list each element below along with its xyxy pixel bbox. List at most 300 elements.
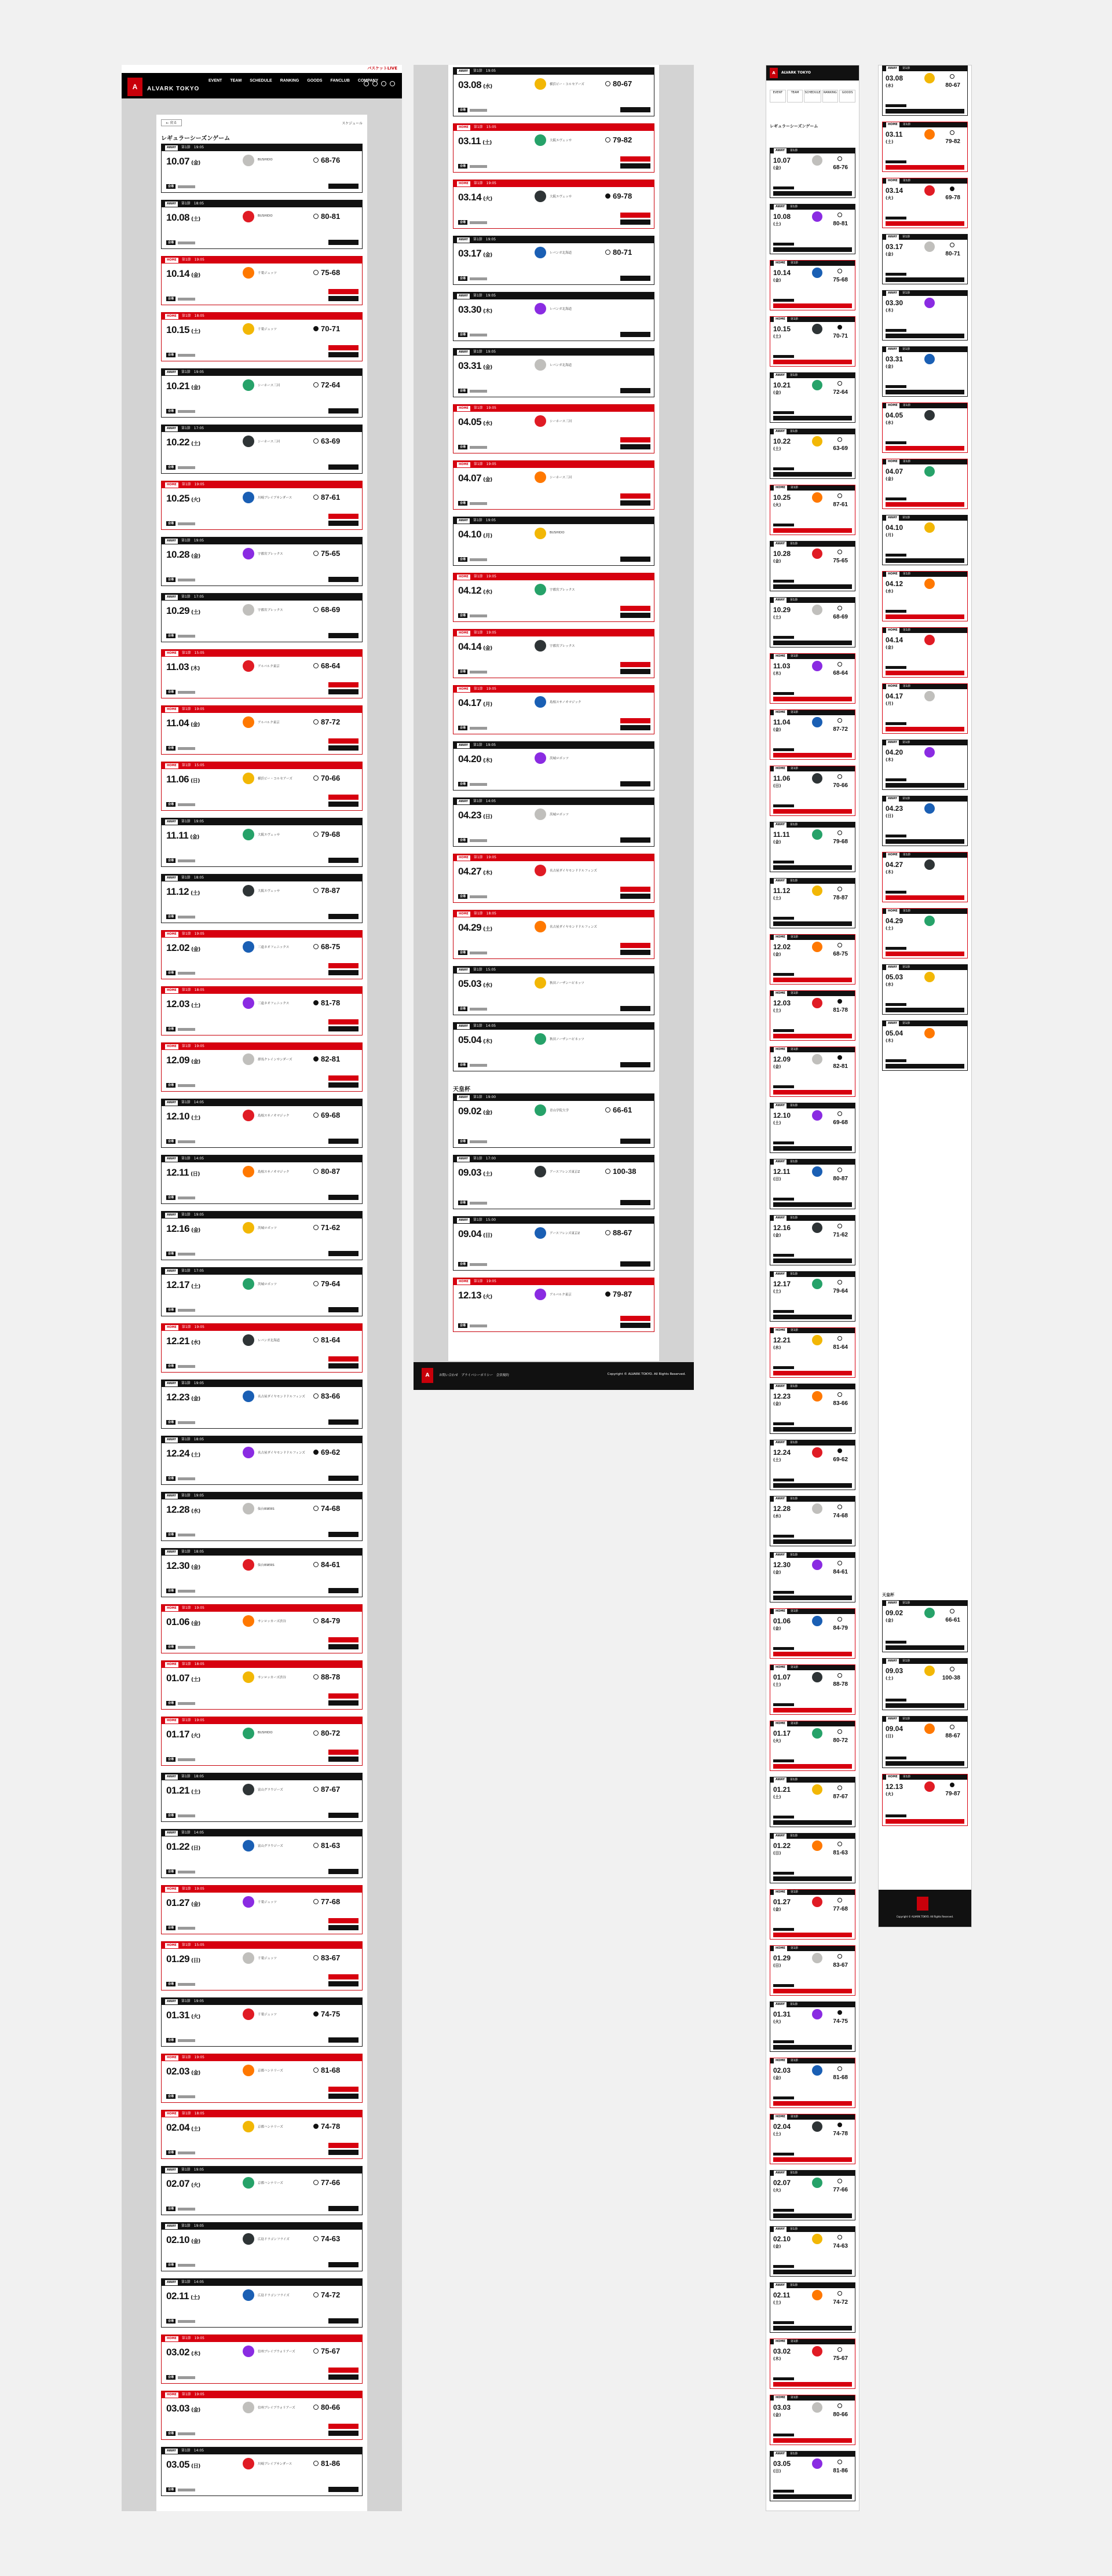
mobile-detail-button[interactable] (773, 1258, 852, 1263)
mobile-detail-button[interactable] (886, 671, 964, 675)
mobile-round-band (770, 1384, 855, 1389)
opponent-logo-icon (535, 303, 546, 314)
nav-item-team[interactable]: TEAM (230, 79, 242, 83)
mobile-game-date (773, 1168, 790, 1182)
nav-item-schedule[interactable]: SCHEDULE (250, 79, 272, 83)
mobile-footer-logo[interactable] (917, 1897, 928, 1911)
game-detail-button[interactable] (328, 633, 359, 638)
game-score: 79-64 (321, 1279, 341, 1288)
game-detail-button[interactable] (328, 1026, 359, 1031)
line-icon[interactable] (390, 81, 395, 86)
brand-name[interactable]: ALVARK TOKYO (147, 86, 200, 92)
mobile-detail-button[interactable] (773, 1876, 852, 1881)
footer-links[interactable]: お問い合わせ プライバシーポリシー 会員規約 (439, 1374, 509, 1377)
game-detail-button[interactable] (328, 352, 359, 357)
game-detail-button[interactable] (328, 2431, 359, 2436)
game-detail-button[interactable] (620, 1261, 650, 1267)
mobile-brand[interactable]: ALVARK TOKYO (781, 71, 811, 75)
round-label: 第1節 (181, 426, 191, 430)
mobile-detail-button[interactable] (886, 221, 964, 226)
mobile-tab-schedule[interactable]: SCHEDULE (804, 90, 821, 103)
tipoff-time: 18:05 (193, 202, 204, 206)
home-away-tag: AWAY (165, 819, 178, 825)
mobile-game-score: 100-38 (942, 1675, 960, 1681)
round-label: 第1節 (473, 294, 482, 298)
mobile-detail-button[interactable] (886, 614, 964, 619)
game-card (453, 966, 654, 1015)
nav-item-fanclub[interactable]: FANCLUB (330, 79, 350, 83)
game-detail-button[interactable] (328, 2206, 359, 2211)
game-card (453, 67, 654, 116)
game-detail-button[interactable] (328, 296, 359, 301)
game-detail-button[interactable] (328, 2487, 359, 2492)
mobile-detail-button[interactable] (773, 1933, 852, 1937)
mobile-detail-button[interactable] (773, 1090, 852, 1095)
mobile-date-value: 12.03 (773, 999, 791, 1007)
game-result (313, 1616, 340, 1625)
mobile-game-score: 84-79 (833, 1625, 848, 1631)
mobile-detail-button[interactable] (886, 165, 964, 170)
mobile-detail-button[interactable] (773, 2494, 852, 2499)
game-day-of-week: (火) (191, 2014, 200, 2020)
mobile-game-score: 79-68 (833, 839, 848, 845)
ticket-button[interactable] (620, 718, 650, 723)
mobile-game-score: 88-78 (833, 1681, 848, 1688)
game-detail-button[interactable] (328, 240, 359, 245)
ticket-button[interactable] (328, 1918, 359, 1923)
mobile-detail-button[interactable] (773, 2438, 852, 2443)
mobile-game-score: 75-68 (833, 277, 848, 283)
mobile-dow: (水) (886, 83, 894, 88)
venue-tag: 会場 (458, 332, 467, 337)
game-venue (166, 971, 195, 975)
mobile-detail-button[interactable] (886, 1761, 964, 1766)
ticket-button[interactable] (620, 943, 650, 948)
round-label: 第1節 (181, 370, 191, 374)
game-detail-button[interactable] (328, 689, 359, 694)
mobile-home-away-tag: AWAY (774, 1496, 787, 1502)
round-label: 第1節 (473, 575, 483, 579)
game-detail-button[interactable] (328, 1981, 359, 1986)
mobile-detail-button[interactable] (773, 1483, 852, 1488)
mobile-detail-button[interactable] (773, 416, 852, 420)
ticket-button[interactable] (328, 1019, 359, 1024)
ticket-button[interactable] (328, 1075, 359, 1081)
mobile-opponent-logo-icon (812, 1897, 822, 1907)
game-venue (458, 726, 487, 730)
ticket-button[interactable] (328, 795, 359, 800)
mobile-game-card (770, 2058, 855, 2108)
game-detail-button[interactable] (620, 1062, 650, 1067)
mobile-detail-button[interactable] (886, 1645, 964, 1650)
mobile-detail-button[interactable] (773, 978, 852, 982)
ticket-button[interactable] (328, 345, 359, 350)
nav-item-event[interactable]: EVENT (209, 79, 222, 83)
mobile-detail-button[interactable] (773, 865, 852, 870)
result-circle-icon (605, 250, 610, 255)
mobile-game-date (773, 2347, 791, 2362)
mobile-detail-button[interactable] (886, 277, 964, 282)
ticket-button[interactable] (328, 1356, 359, 1362)
mobile-result-circle-icon (837, 381, 842, 386)
round-label: 第1節 (473, 687, 483, 691)
mobile-game-score: 74-72 (833, 2299, 848, 2306)
game-detail-button[interactable] (328, 464, 359, 470)
game-day-of-week: (金) (191, 1396, 200, 1402)
mobile-home-away-tag: AWAY (886, 66, 899, 71)
ticket-button[interactable] (620, 493, 650, 499)
mobile-game-card (770, 2226, 855, 2277)
mobile-detail-button[interactable] (773, 1146, 852, 1151)
mobile-detail-button[interactable] (773, 191, 852, 196)
game-detail-button[interactable] (620, 1139, 650, 1144)
mobile-date-value: 04.14 (886, 636, 904, 644)
game-venue (166, 521, 195, 526)
venue-tag: 会場 (166, 746, 175, 751)
mobile-detail-button[interactable] (886, 1703, 964, 1708)
ticket-button[interactable] (328, 2424, 359, 2429)
mobile-game-date (773, 1729, 791, 1744)
mobile-detail-button[interactable] (773, 1539, 852, 1544)
ticket-button[interactable] (620, 156, 650, 162)
game-detail-button[interactable] (328, 2094, 359, 2099)
ticket-button[interactable] (328, 2368, 359, 2373)
mobile-tab-ranking[interactable]: RANKING (822, 90, 839, 103)
tipoff-time: 15:05 (486, 125, 496, 129)
mobile-dow: (木) (886, 1038, 894, 1043)
round-label: 第1節 (473, 855, 483, 859)
mobile-detail-button[interactable] (773, 2213, 852, 2218)
game-detail-button[interactable] (328, 1757, 359, 1762)
game-detail-button[interactable] (620, 557, 650, 562)
mobile-detail-button[interactable] (773, 1764, 852, 1769)
game-score: 83-67 (321, 1953, 341, 1962)
mobile-detail-button[interactable] (773, 1034, 852, 1038)
mobile-detail-button[interactable] (773, 1315, 852, 1319)
game-detail-button[interactable] (328, 1363, 359, 1368)
game-detail-button[interactable] (328, 1082, 359, 1088)
mobile-game-score: 63-69 (833, 445, 848, 452)
game-detail-button[interactable] (328, 521, 359, 526)
nav-item-goods[interactable]: GOODS (307, 79, 323, 83)
mobile-detail-button[interactable] (773, 2326, 852, 2330)
mobile-detail-button[interactable] (773, 921, 852, 926)
game-detail-button[interactable] (328, 1476, 359, 1481)
game-detail-button[interactable] (620, 1323, 650, 1328)
game-detail-button[interactable] (620, 837, 650, 843)
ticket-button[interactable] (620, 662, 650, 667)
mobile-detail-button[interactable] (886, 558, 964, 563)
mobile-detail-button[interactable] (773, 809, 852, 814)
game-detail-button[interactable] (328, 914, 359, 919)
mobile-detail-button[interactable] (886, 727, 964, 731)
game-detail-button[interactable] (328, 1139, 359, 1144)
schedule-link[interactable]: スケジュール (342, 122, 363, 126)
game-detail-button[interactable] (328, 2150, 359, 2155)
mobile-detail-button[interactable] (773, 584, 852, 589)
ticket-button[interactable] (620, 1316, 650, 1321)
mobile-result-circle-icon (837, 830, 842, 835)
game-detail-button[interactable] (620, 219, 650, 225)
mobile-venue-bar (773, 2321, 794, 2324)
game-day-of-week: (金) (191, 554, 200, 559)
opponent-name: 川崎ブレイブサンダース (258, 2462, 292, 2466)
mobile-round-band (770, 654, 855, 659)
mobile-detail-button[interactable] (773, 1989, 852, 1993)
game-detail-button[interactable] (620, 1200, 650, 1205)
game-detail-button[interactable] (620, 500, 650, 506)
mobile-detail-button[interactable] (886, 839, 964, 844)
game-detail-button[interactable] (328, 2262, 359, 2267)
result-circle-icon (313, 214, 319, 219)
mobile-header (766, 65, 859, 80)
ticket-button[interactable] (328, 1974, 359, 1979)
game-date-value: 02.07 (166, 2178, 190, 2189)
game-detail-button[interactable] (328, 1251, 359, 1256)
mobile-team-logo[interactable]: A (770, 68, 778, 78)
game-round-band (162, 2167, 362, 2174)
mobile-detail-button[interactable] (773, 753, 852, 758)
game-detail-button[interactable] (328, 2037, 359, 2043)
mobile-detail-button[interactable] (886, 1819, 964, 1824)
mobile-detail-button[interactable] (886, 1064, 964, 1069)
opponent-name: アルバルク東京 (258, 721, 280, 724)
game-detail-button[interactable] (328, 858, 359, 863)
game-score: 69-68 (321, 1111, 341, 1119)
ticket-button[interactable] (328, 682, 359, 687)
mobile-home-away-tag: AWAY (886, 291, 899, 296)
mobile-detail-button[interactable] (773, 360, 852, 364)
mobile-detail-button[interactable] (773, 472, 852, 477)
mobile-detail-button[interactable] (773, 2382, 852, 2387)
game-detail-button[interactable] (328, 802, 359, 807)
team-logo[interactable]: A (127, 78, 142, 96)
game-detail-button[interactable] (620, 894, 650, 899)
game-detail-button[interactable] (328, 2318, 359, 2323)
game-detail-button[interactable] (620, 950, 650, 955)
footer-logo[interactable]: A (422, 1368, 433, 1383)
opponent-name: 秋田ノーザンハピネッツ (550, 1038, 584, 1041)
mobile-tab-goods[interactable]: GOODS (839, 90, 855, 103)
game-detail-button[interactable] (328, 1307, 359, 1312)
game-score: 78-87 (321, 886, 341, 895)
ticket-button[interactable] (620, 437, 650, 442)
mobile-dow: (水) (886, 982, 894, 987)
ticket-button[interactable] (328, 289, 359, 294)
game-day-of-week: (木) (483, 758, 492, 764)
venue-name-bar (470, 727, 487, 730)
game-detail-button[interactable] (328, 408, 359, 414)
game-detail-button[interactable] (328, 745, 359, 751)
opponent-name: BUSHIDO (258, 1731, 273, 1735)
mobile-detail-button[interactable] (773, 2101, 852, 2106)
mobile-dow: (土) (773, 1795, 781, 1799)
game-score: 84-61 (321, 1560, 341, 1569)
mobile-venue-bar (773, 411, 794, 414)
game-day-of-week: (木) (483, 309, 492, 314)
game-result (313, 1279, 340, 1288)
mobile-game-card (770, 766, 855, 816)
opponent-logo-icon (243, 436, 254, 447)
ticket-button[interactable] (328, 514, 359, 519)
mobile-detail-button[interactable] (886, 390, 964, 394)
mobile-home-away-tag: HOME (774, 485, 787, 491)
home-away-tag: AWAY (165, 1494, 178, 1499)
desktop-page-1 (122, 65, 402, 2511)
mobile-home-away-tag: HOME (774, 991, 787, 996)
mobile-detail-button[interactable] (886, 1008, 964, 1012)
game-round-band (162, 1492, 362, 1499)
mobile-round-band (770, 2227, 855, 2232)
mobile-dow: (日) (886, 1734, 894, 1739)
x-icon[interactable] (364, 81, 369, 86)
result-circle-icon (313, 2180, 319, 2185)
game-detail-button[interactable] (328, 1532, 359, 1537)
game-card (161, 1492, 363, 1541)
game-detail-button[interactable] (620, 388, 650, 393)
game-venue (458, 276, 487, 281)
instagram-icon[interactable] (372, 81, 378, 86)
mobile-detail-button[interactable] (886, 446, 964, 451)
mobile-detail-button[interactable] (773, 1202, 852, 1207)
game-card (161, 2166, 363, 2215)
mobile-opponent-logo-icon (924, 635, 935, 645)
venue-name-bar (178, 2320, 195, 2323)
sponsor-logo[interactable]: SoftBank (346, 65, 367, 70)
mobile-round-label: 第1節 (902, 628, 911, 632)
game-detail-button[interactable] (328, 1869, 359, 1874)
mobile-detail-button[interactable] (773, 1427, 852, 1432)
back-button[interactable]: ← 戻る (161, 119, 182, 126)
game-detail-button[interactable] (620, 725, 650, 730)
game-detail-button[interactable] (620, 613, 650, 618)
mobile-tab-event[interactable]: EVENT (770, 90, 786, 103)
mobile-detail-button[interactable] (886, 109, 964, 114)
tipoff-time: 19:05 (193, 1999, 204, 2003)
mobile-detail-button[interactable] (773, 1371, 852, 1375)
game-detail-button[interactable] (328, 1925, 359, 1930)
mobile-dow: (土) (773, 1682, 781, 1687)
tipoff-time: 17:05 (193, 426, 204, 430)
mobile-detail-button[interactable] (886, 952, 964, 956)
game-result (313, 156, 340, 164)
tipoff-time: 15:05 (485, 968, 496, 972)
mobile-game-date (773, 1448, 791, 1463)
game-detail-button[interactable] (620, 669, 650, 674)
game-detail-button[interactable] (328, 1700, 359, 1706)
mobile-detail-button[interactable] (773, 1596, 852, 1600)
ticket-button[interactable] (328, 963, 359, 968)
nav-item-company[interactable]: COMPANY (357, 79, 379, 83)
game-detail-button[interactable] (328, 1419, 359, 1425)
mobile-game-card (770, 1103, 855, 1153)
mobile-detail-button[interactable] (773, 247, 852, 252)
mobile-result-circle-icon (950, 1667, 954, 1671)
ticket-button[interactable] (328, 2143, 359, 2148)
mobile-home-away-tag: HOME (886, 572, 899, 577)
game-detail-button[interactable] (328, 2374, 359, 2380)
mobile-dow: (月) (886, 533, 894, 537)
game-detail-button[interactable] (328, 184, 359, 189)
mobile-detail-button[interactable] (773, 697, 852, 701)
mobile-detail-button[interactable] (886, 895, 964, 900)
mobile-date-value: 11.12 (773, 887, 791, 895)
nav-item-ranking[interactable]: RANKING (280, 79, 299, 83)
game-score: 88-67 (613, 1228, 632, 1237)
round-label: 第1節 (473, 912, 483, 916)
mobile-round-label: 第1節 (902, 179, 911, 182)
ticket-button[interactable] (620, 606, 650, 611)
ticket-button[interactable] (328, 1693, 359, 1699)
mobile-round-label: 第1節 (790, 991, 799, 995)
ticket-button[interactable] (328, 1637, 359, 1642)
youtube-icon[interactable] (381, 81, 386, 86)
ticket-button[interactable] (328, 738, 359, 744)
game-result (313, 1673, 340, 1681)
game-date (458, 304, 492, 316)
mobile-detail-button[interactable] (773, 2045, 852, 2050)
game-round-band (453, 798, 654, 805)
game-detail-button[interactable] (620, 276, 650, 281)
mobile-detail-button[interactable] (886, 502, 964, 507)
home-away-tag: HOME (165, 314, 178, 319)
mobile-detail-button[interactable] (773, 2270, 852, 2274)
mobile-detail-button[interactable] (773, 2157, 852, 2162)
ticket-button[interactable] (328, 2087, 359, 2092)
mobile-detail-button[interactable] (773, 1820, 852, 1825)
mobile-detail-button[interactable] (773, 528, 852, 533)
game-detail-button[interactable] (328, 1195, 359, 1200)
game-detail-button[interactable] (620, 163, 650, 169)
game-detail-button[interactable] (620, 107, 650, 112)
mobile-detail-button[interactable] (773, 1708, 852, 1713)
venue-name-bar (178, 1814, 195, 1817)
venue-name-bar (178, 241, 195, 244)
mobile-detail-button[interactable] (773, 641, 852, 645)
mobile-detail-button[interactable] (886, 783, 964, 788)
mobile-detail-button[interactable] (886, 334, 964, 338)
game-detail-button[interactable] (620, 444, 650, 449)
game-day-of-week: (日) (191, 1172, 200, 1177)
venue-tag: 会場 (458, 1139, 467, 1144)
game-detail-button[interactable] (328, 577, 359, 582)
game-detail-button[interactable] (328, 970, 359, 975)
tipoff-time: 15:05 (194, 651, 204, 655)
mobile-detail-button[interactable] (773, 1652, 852, 1656)
mobile-detail-button[interactable] (773, 303, 852, 308)
mobile-dow: (火) (886, 1792, 894, 1796)
game-detail-button[interactable] (620, 1006, 650, 1011)
venue-name-bar (178, 1646, 195, 1649)
opponent-logo-icon (535, 247, 546, 258)
game-detail-button[interactable] (328, 1813, 359, 1818)
mobile-result-circle-icon (837, 550, 842, 554)
game-round-band (162, 537, 362, 544)
live-logo[interactable]: バスケットLIVE (367, 66, 397, 71)
mobile-tab-team[interactable]: TEAM (787, 90, 803, 103)
game-detail-button[interactable] (328, 1644, 359, 1649)
game-detail-button[interactable] (328, 1588, 359, 1593)
game-round-band (162, 2391, 362, 2398)
game-date (458, 529, 492, 540)
ticket-button[interactable] (620, 213, 650, 218)
ticket-button[interactable] (328, 1750, 359, 1755)
game-detail-button[interactable] (620, 332, 650, 337)
ticket-button[interactable] (620, 887, 650, 892)
round-label: 第1節 (473, 799, 482, 803)
game-detail-button[interactable] (620, 781, 650, 786)
mobile-date-value: 03.14 (886, 186, 904, 195)
